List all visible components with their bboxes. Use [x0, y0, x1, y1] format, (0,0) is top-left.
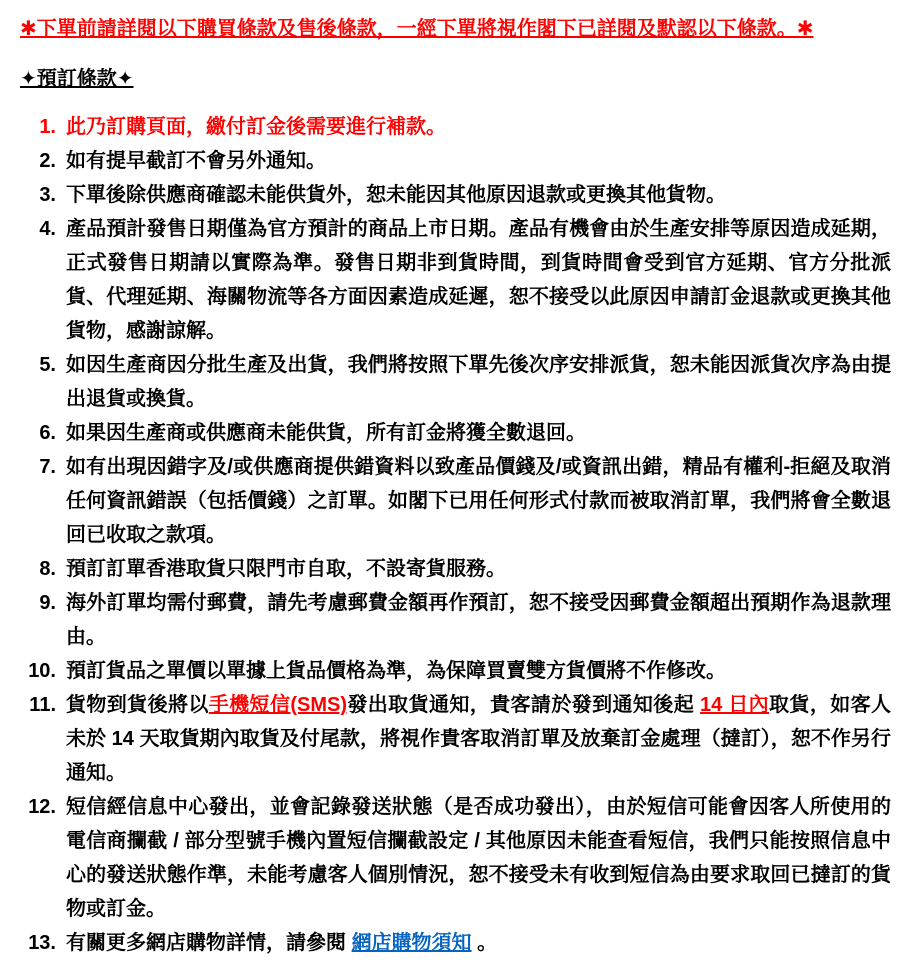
term-item: [20, 348, 891, 416]
term-text: 預訂貨品之單價以單據上貨品價格為準，為保障買賣雙方貨價將不作修改。: [66, 660, 726, 682]
term-item: [20, 790, 891, 926]
shop-guide-link[interactable]: 網店購物須知: [351, 932, 472, 954]
term-item: [20, 450, 891, 552]
term-text-segment: 貨物到貨後將以: [66, 694, 209, 716]
terms-list: [20, 110, 891, 960]
term-number: 9.: [39, 592, 56, 614]
term-text: 如有出現因錯字及/或供應商提供錯資料以致產品價錢及/或資訊出錯，精品有權利-拒絕及取消任何資訊錯誤（包括價錢）之訂單。如閣下已用任何形式付款而被取消訂單，我們將會全數退回已收取之款項。: [66, 456, 891, 546]
term-item: [20, 144, 891, 178]
term-item: [20, 654, 891, 688]
term-text: 短信經信息中心發出，並會記錄發送狀態（是否成功發出），由於短信可能會因客人所使用的電信商攔截 / 部分型號手機內置短信攔截設定 / 其他原因未能查看短信，我們只能按照信息中心的發送狀態作準，未能考慮客人個別情況，恕不接受未有收到短信為由要求取回已撻訂的貨物或訂金。: [66, 796, 891, 920]
term-number: 5.: [39, 354, 56, 376]
term-text: 海外訂單均需付郵費，請先考慮郵費金額再作預訂，恕不接受因郵費金額超出預期作為退款理由。: [66, 592, 891, 648]
term-text: 產品預計發售日期僅為官方預計的商品上市日期。產品有機會由於生產安排等原因造成延期，正式發售日期請以實際為準。發售日期非到貨時間，到貨時間會受到官方延期、官方分批派貨、代理延期、海關物流等各方面因素造成延遲，恕不接受以此原因申請訂金退款或更換其他貨物，感謝諒解。: [66, 218, 891, 342]
term-item: [20, 416, 891, 450]
term-item: [20, 178, 891, 212]
term-text: 如因生產商因分批生產及出貨，我們將按照下單先後次序安排派貨，恕未能因派貨次序為由提出退貨或換貨。: [66, 354, 891, 410]
term-text: [66, 688, 891, 790]
term-text-segment: 有關更多網店購物詳情，請參閱: [66, 932, 352, 954]
term-number: 12.: [28, 796, 56, 818]
term-text: 如有提早截訂不會另外通知。: [66, 150, 326, 172]
term-number: 10.: [28, 660, 56, 682]
deadline-highlight: 14 日內: [700, 694, 770, 716]
term-text: 如果因生產商或供應商未能供貨，所有訂金將獲全數退回。: [66, 422, 586, 444]
term-text: 此乃訂購頁面，繳付訂金後需要進行補款。: [66, 116, 446, 138]
term-text-segment: 發出取貨通知，貴客請於發到通知後起: [347, 694, 701, 716]
term-text-segment: 。: [471, 932, 498, 954]
term-number: 3.: [39, 184, 56, 206]
term-item: [20, 212, 891, 348]
term-number: 2.: [39, 150, 56, 172]
term-item: [20, 586, 891, 654]
sms-highlight: 手機短信(SMS): [208, 694, 347, 716]
term-number: 4.: [39, 218, 56, 240]
term-item: [20, 688, 891, 790]
term-number: 1.: [39, 116, 56, 138]
term-number: 6.: [39, 422, 56, 444]
term-item: [20, 110, 891, 144]
term-text: 下單後除供應商確認未能供貨外，恕未能因其他原因退款或更換其他貨物。: [66, 184, 726, 206]
term-number: 8.: [39, 558, 56, 580]
term-text: [66, 926, 891, 960]
term-text-segment: 取貨，如客人未於 14 天取貨期內取貨及付尾款，將視作貴客取消訂單及放棄訂金處理（撻訂），恕不作另行通知。: [66, 694, 891, 784]
term-text: 預訂訂單香港取貨只限門市自取，不設寄貨服務。: [66, 558, 506, 580]
term-number: 7.: [39, 456, 56, 478]
term-item: [20, 552, 891, 586]
section-title: ✦預訂條款✦: [20, 68, 134, 90]
term-number: 13.: [28, 932, 56, 954]
term-number: 11.: [29, 694, 56, 716]
term-item: [20, 926, 891, 960]
purchase-notice: ✱下單前請詳閱以下購買條款及售後條款，一經下單將視作閣下已詳閱及默認以下條款。✱: [20, 18, 814, 40]
